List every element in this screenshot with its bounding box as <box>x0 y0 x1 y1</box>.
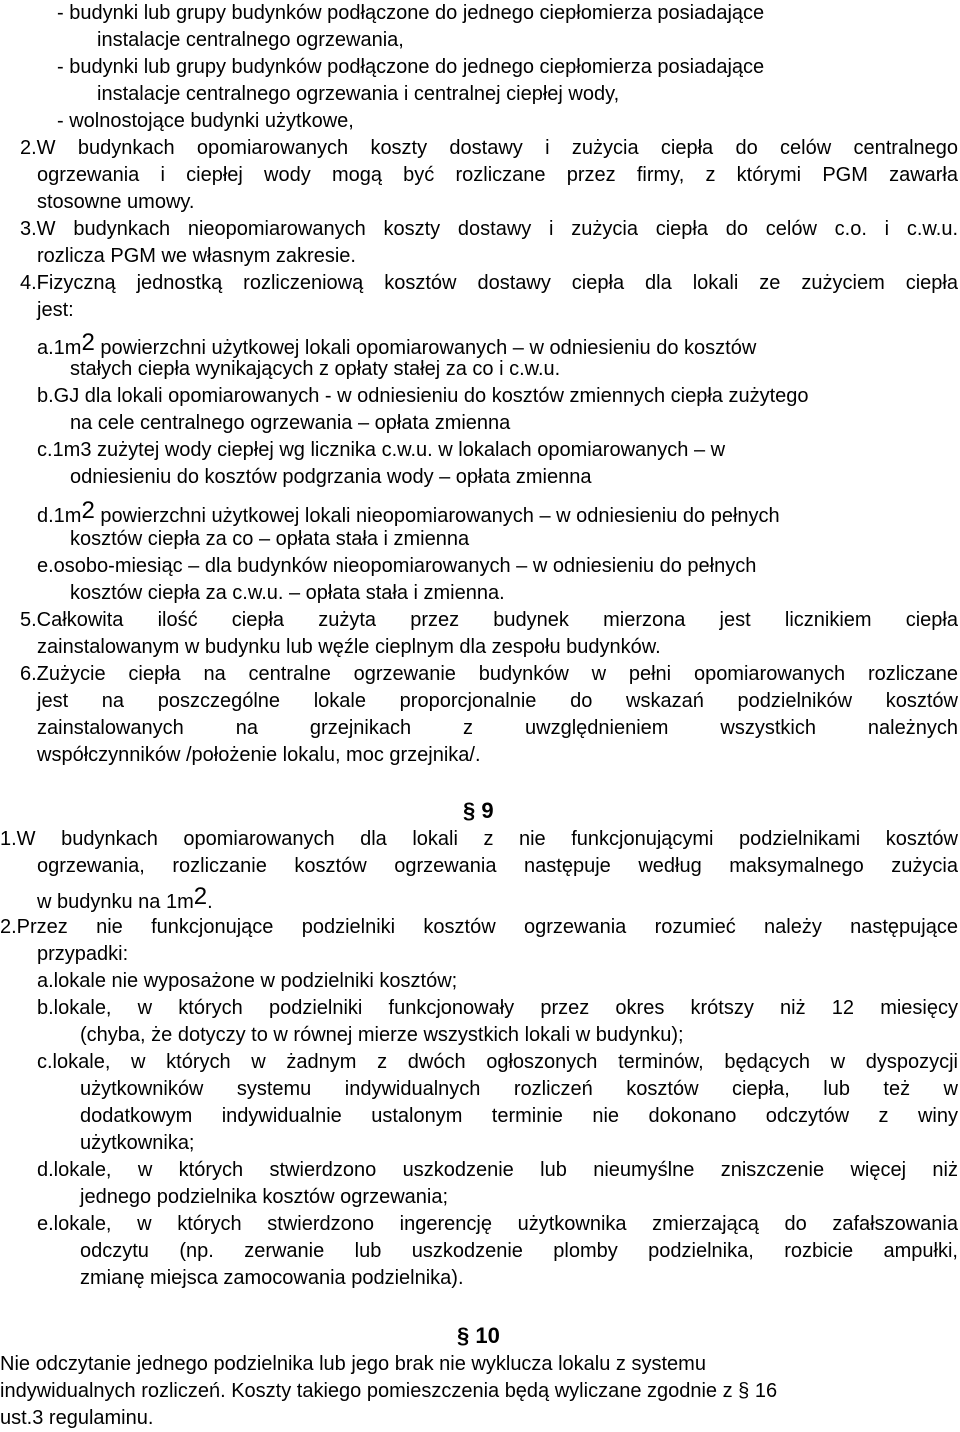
s9-list-item-e: e.lokale, w których stwierdzono ingerencję użytkownika zmierzającą do zafałszowania <box>37 1213 958 1235</box>
list-item-e: e.osobo-miesiąc – dla budynków nieopomiarowanych – w odniesieniu do pełnych <box>37 555 757 577</box>
s9-list-item-c-cont: dodatkowym indywidualnie ustalonym terminie nie dokonano odczytów z winy <box>80 1105 958 1127</box>
s9-paragraph-2-line: 2.Przez nie funkcjonujące podzielniki kosztów ogrzewania rozumieć należy następujące <box>0 916 958 938</box>
section-heading: § 9 <box>463 798 494 823</box>
paragraph-3-line: rozlicza PGM we własnym zakresie. <box>37 245 356 267</box>
s9-list-item-d: d.lokale, w których stwierdzono uszkodzenie lub nieumyślne zniszczenie więcej niż <box>37 1159 958 1181</box>
paragraph-3-line: 3.W budynkach nieopomiarowanych koszty dostawy i zużycia ciepła do celów c.o. i c.w.u. <box>20 218 958 240</box>
s9-list-item-c-cont: użytkownika; <box>80 1132 195 1154</box>
paragraph-4-line: 4.Fizyczną jednostką rozliczeniową kosztów dostawy ciepła dla lokali ze zużyciem ciepła <box>20 272 958 294</box>
paragraph-5-line: 5.Całkowita ilość ciepła zużyta przez budynek mierzona jest licznikiem ciepła <box>20 609 958 631</box>
section-heading: § 10 <box>457 1323 500 1348</box>
s9-paragraph-2-line: przypadki: <box>37 943 129 965</box>
s9-paragraph-1-line: 1.W budynkach opomiarowanych dla lokali z nie funkcjonującymi podzielnikami kosztów <box>0 828 958 850</box>
list-item-d: d.1m2 powierzchni użytkowej lokali nieopomiarowanych – w odniesieniu do pełnych <box>37 497 780 527</box>
paragraph-2-line: 2.W budynkach opomiarowanych koszty dostawy i zużycia ciepła do celów centralnego <box>20 137 958 159</box>
s9-list-item-b-cont: (chyba, że dotyczy to w równej mierze wszystkich lokali w budynku); <box>80 1024 684 1046</box>
s9-list-item-c: c.lokale, w których w żadnym z dwóch ogłoszonych terminów, będących w dyspozycji <box>37 1051 958 1073</box>
bullet-line: instalacje centralnego ogrzewania, <box>97 29 404 51</box>
s9-list-item-a: a.lokale nie wyposażone w podzielniki kosztów; <box>37 970 458 992</box>
paragraph-6-line: zainstalowanych na grzejnikach z uwzględnieniem wszystkich należnych <box>37 717 958 739</box>
paragraph-6-line: jest na poszczególne lokale proporcjonalnie do wskazań podzielników kosztów <box>37 690 958 712</box>
bullet-line: - wolnostojące budynki użytkowe, <box>57 110 354 132</box>
s9-paragraph-1-line: ogrzewania, rozliczanie kosztów ogrzewania następuje według maksymalnego zużycia <box>37 855 958 877</box>
s9-list-item-c-cont: użytkowników systemu indywidualnych rozliczeń kosztów ciepła, lub też w <box>80 1078 958 1100</box>
s9-paragraph-1-line: w budynku na 1m2. <box>37 883 213 913</box>
paragraph-2-line: ogrzewania i ciepłej wody mogą być rozliczane przez firmy, z którymi PGM zawarła <box>37 164 958 186</box>
list-item-c: c.1m3 zużytej wody ciepłej wg licznika c.w.u. w lokalach opomiarowanych – w <box>37 439 726 461</box>
s9-list-item-e-cont: odczytu (np. zerwanie lub uszkodzenie plomby podzielnika, rozbicie ampułki, <box>80 1240 958 1262</box>
s9-list-item-b: b.lokale, w których podzielniki funkcjonowały przez okres krótszy niż 12 miesięcy <box>37 997 958 1019</box>
list-item-d-cont: kosztów ciepła za co – opłata stała i zmienna <box>70 528 470 550</box>
bullet-line: - budynki lub grupy budynków podłączone do jednego ciepłomierza posiadające <box>57 2 765 24</box>
s9-list-item-d-cont: jednego podzielnika kosztów ogrzewania; <box>80 1186 449 1208</box>
s10-paragraph-line: indywidualnych rozliczeń. Koszty takiego pomieszczenia będą wyliczane zgodnie z § 16 <box>0 1380 778 1402</box>
paragraph-6-line: współczynników /położenie lokalu, moc grzejnika/. <box>37 744 481 766</box>
list-item-b-cont: na cele centralnego ogrzewania – opłata zmienna <box>70 412 511 434</box>
paragraph-2-line: stosowne umowy. <box>37 191 195 213</box>
bullet-line: instalacje centralnego ogrzewania i centralnej ciepłej wody, <box>97 83 620 105</box>
list-item-c-cont: odniesieniu do kosztów podgrzania wody – opłata zmienna <box>70 466 592 488</box>
paragraph-6-line: 6.Zużycie ciepła na centralne ogrzewanie budynków w pełni opomiarowanych rozliczane <box>20 663 958 685</box>
s10-paragraph-line: Nie odczytanie jednego podzielnika lub jego brak nie wyklucza lokalu z systemu <box>0 1353 706 1375</box>
list-item-a: a.1m2 powierzchni użytkowej lokali opomiarowanych – w odniesieniu do kosztów <box>37 329 757 359</box>
list-item-b: b.GJ dla lokali opomiarowanych - w odniesieniu do kosztów zmiennych ciepła zużytego <box>37 385 809 407</box>
paragraph-5-line: zainstalowanym w budynku lub węźle cieplnym dla zespołu budynków. <box>37 636 661 658</box>
paragraph-4-line: jest: <box>37 299 74 321</box>
list-item-a-cont: stałych ciepła wynikających z opłaty stałej za co i c.w.u. <box>70 358 561 380</box>
list-item-e-cont: kosztów ciepła za c.w.u. – opłata stała i zmienna. <box>70 582 505 604</box>
s10-paragraph-line: ust.3 regulaminu. <box>0 1407 154 1429</box>
bullet-line: - budynki lub grupy budynków podłączone do jednego ciepłomierza posiadające <box>57 56 765 78</box>
s9-list-item-e-cont: zmianę miejsca zamocowania podzielnika). <box>80 1267 464 1289</box>
